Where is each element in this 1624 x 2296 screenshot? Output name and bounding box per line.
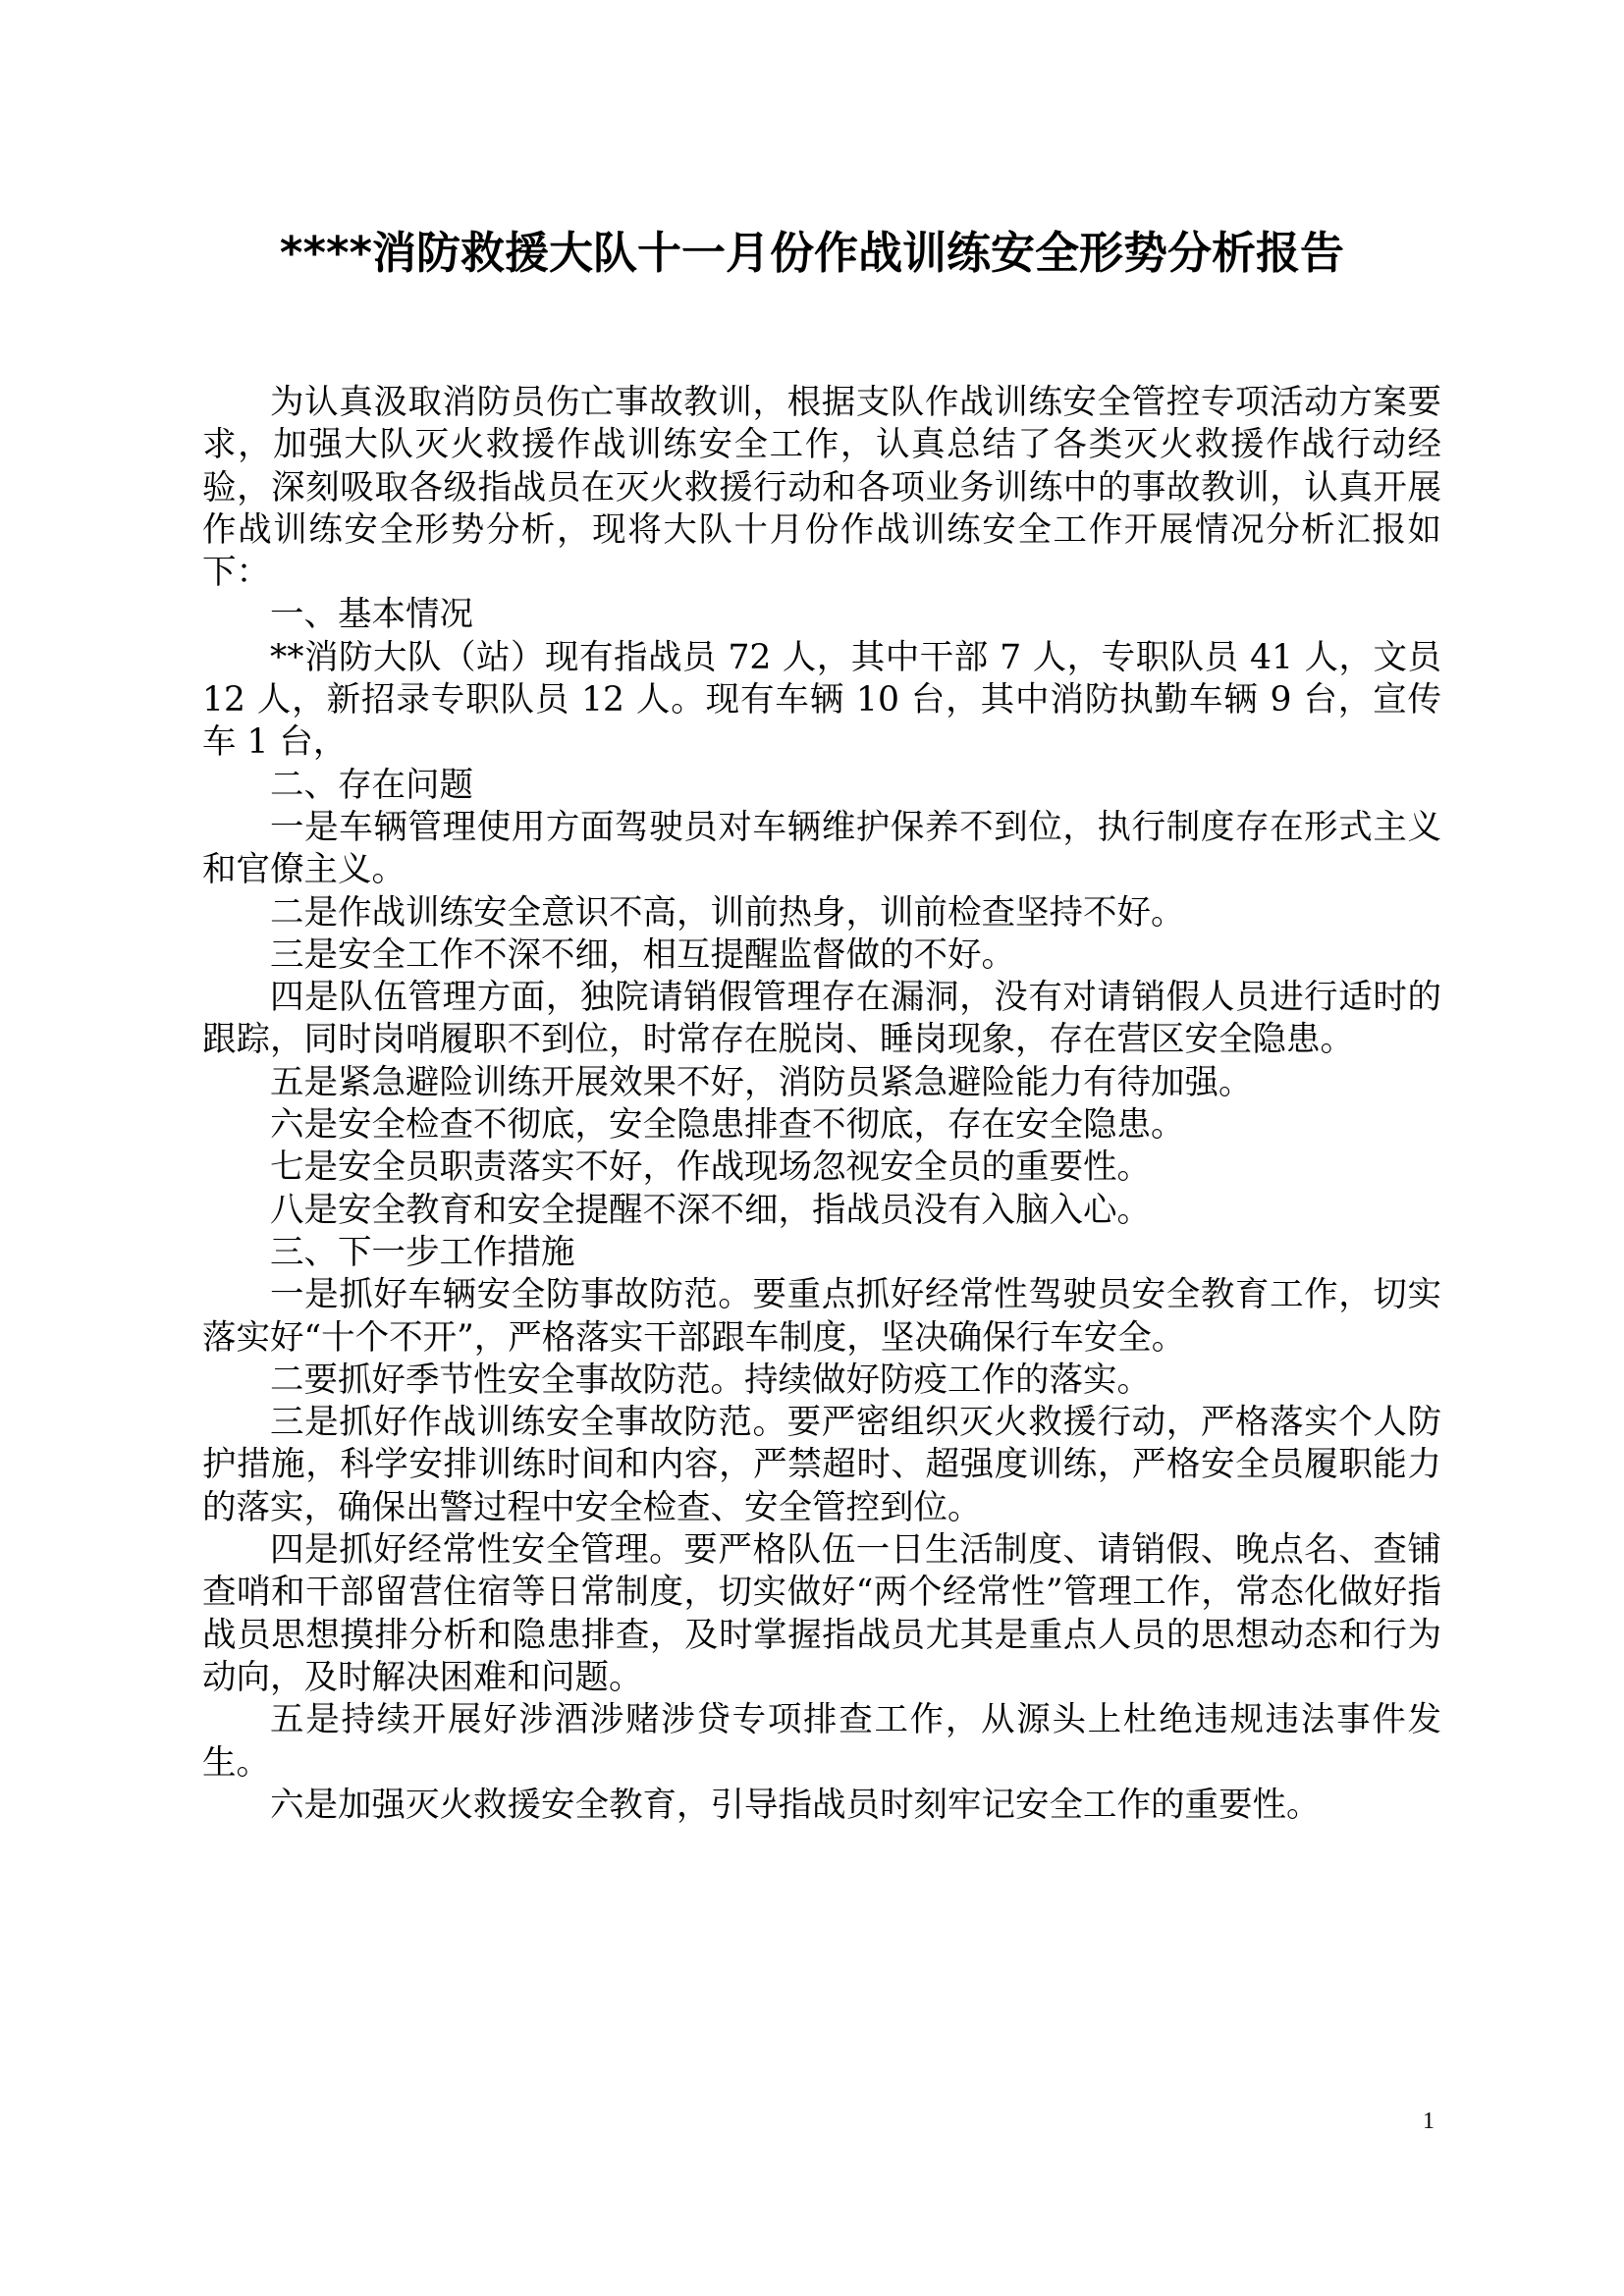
- problem-item-5: 五是紧急避险训练开展效果不好，消防员紧急避险能力有待加强。: [270, 1062, 1253, 1102]
- document-body: [202, 382, 1441, 1827]
- paragraph-staffing: **消防大队（站）现有指战员 72 人，其中干部 7 人，专职队员 41 人，文员 12 人，新招录专职队员 12 人。现有车辆 10 台，其中消防执勤车辆 9 台，宣传车 1 台，: [202, 637, 1441, 763]
- section-heading-next-steps: 三、下一步工作措施: [270, 1232, 575, 1272]
- section-heading-basic-situation: 一、基本情况: [270, 595, 473, 635]
- measure-item-6: 六是加强灭火救援安全教育，引导指战员时刻牢记安全工作的重要性。: [270, 1785, 1321, 1825]
- intro-paragraph: 为认真汲取消防员伤亡事故教训，根据支队作战训练安全管控专项活动方案要求，加强大队灭火救援作战训练安全工作，认真总结了各类灭火救援作战行动经验，深刻吸取各级指战员在灭火救援行动和各项业务训练中的事故教训，认真开展作战训练安全形势分析，现将大队十月份作战训练安全工作开展情况分析汇报如下：: [202, 383, 1441, 593]
- problem-item-1: 一是车辆管理使用方面驾驶员对车辆维护保养不到位，执行制度存在形式主义和官僚主义。: [202, 807, 1441, 890]
- measure-item-5: 五是持续开展好涉酒涉赌涉贷专项排查工作，从源头上杜绝违规违法事件发生。: [202, 1700, 1441, 1783]
- page-number: 1: [1423, 2109, 1435, 2134]
- measure-item-2: 二要抓好季节性安全事故防范。持续做好防疫工作的落实。: [270, 1360, 1151, 1400]
- problem-item-3: 三是安全工作不深不细，相互提醒监督做的不好。: [270, 934, 1015, 975]
- measure-item-4: 四是抓好经常性安全管理。要严格队伍一日生活制度、请销假、晚点名、查铺查哨和干部留营住宿等日常制度，切实做好“两个经常性”管理工作，常态化做好指战员思想摸排分析和隐患排查，及时掌握指战员尤其是重点人员的思想动态和行为动向，及时解决困难和问题。: [202, 1530, 1441, 1697]
- problem-item-7: 七是安全员职责落实不好，作战现场忽视安全员的重要性。: [270, 1148, 1151, 1188]
- section-heading-problems: 二、存在问题: [270, 765, 473, 805]
- problem-item-4: 四是队伍管理方面，独院请销假管理存在漏洞，没有对请销假人员进行适时的跟踪，同时岗哨履职不到位，时常存在脱岗、睡岗现象，存在营区安全隐患。: [202, 978, 1441, 1060]
- document-title: ****消防救援大队十一月份作战训练安全形势分析报告: [279, 227, 1345, 279]
- problem-item-2: 二是作战训练安全意识不高，训前热身，训前检查坚持不好。: [270, 892, 1185, 933]
- problem-item-6: 六是安全检查不彻底，安全隐患排查不彻底，存在安全隐患。: [270, 1105, 1185, 1146]
- measure-item-3: 三是抓好作战训练安全事故防范。要严密组织灭火救援行动，严格落实个人防护措施，科学安排训练时间和内容，严禁超时、超强度训练，严格安全员履职能力的落实，确保出警过程中安全检查、安全管控到位。: [202, 1403, 1441, 1527]
- problem-item-8: 八是安全教育和安全提醒不深不细，指战员没有入脑入心。: [270, 1190, 1151, 1230]
- measure-item-1: 一是抓好车辆安全防事故防范。要重点抓好经常性驾驶员安全教育工作，切实落实好“十个不开”，严格落实干部跟车制度，坚决确保行车安全。: [202, 1275, 1441, 1358]
